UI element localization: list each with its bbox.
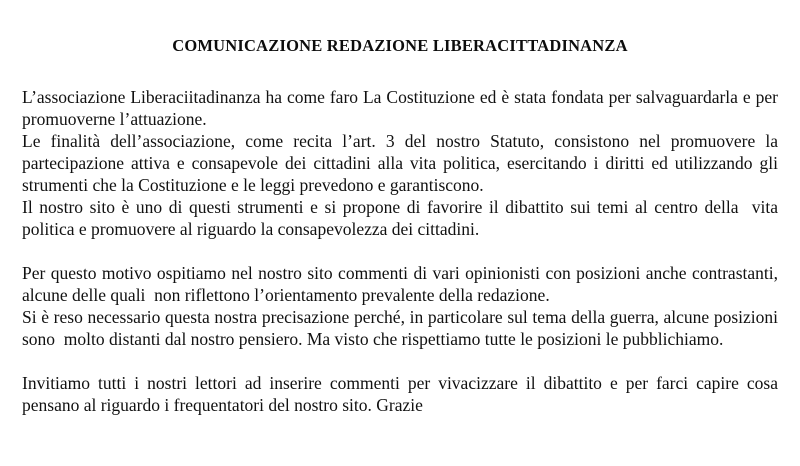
paragraph-group-invitation bbox=[22, 372, 783, 416]
paragraph: Le finalità dell’associazione, come recita l’art. 3 del nostro Statuto, consistono nel promuovere la partecipazione attiva e consapevole dei cittadini alla vita politica, esercitando i diritti ed utilizzando gli strumenti che la Costituzione e le leggi prevedono e garantiscono. bbox=[22, 131, 783, 195]
paragraph-group-positions bbox=[22, 262, 783, 350]
paragraph-group-intro bbox=[22, 86, 783, 240]
paragraph: Si è reso necessario questa nostra precisazione perché, in particolare sul tema della guerra, alcune posizioni sono molto distanti dal nostro pensiero. Ma visto che rispettiamo tutte le posizioni le pubblichiamo. bbox=[22, 307, 783, 349]
paragraph: L’associazione Liberaciitadinanza ha come faro La Costituzione ed è stata fondata per salvaguardarla e per promuoverne l’attuazione. bbox=[22, 87, 783, 129]
paragraph: Il nostro sito è uno di questi strumenti e si propone di favorire il dibattito sui temi al centro della vita politica e promuovere al riguardo la consapevolezza dei cittadini. bbox=[22, 197, 783, 239]
paragraph: Per questo motivo ospitiamo nel nostro sito commenti di vari opinionisti con posizioni anche contrastanti, alcune delle quali non riflettono l’orientamento prevalente della redazione. bbox=[22, 263, 783, 305]
paragraph: Invitiamo tutti i nostri lettori ad inserire commenti per vivacizzare il dibattito e per farci capire cosa pensano al riguardo i frequentatori del nostro sito. Grazie bbox=[22, 373, 783, 415]
document-title: COMUNICAZIONE REDAZIONE LIBERACITTADINANZA bbox=[172, 36, 628, 55]
